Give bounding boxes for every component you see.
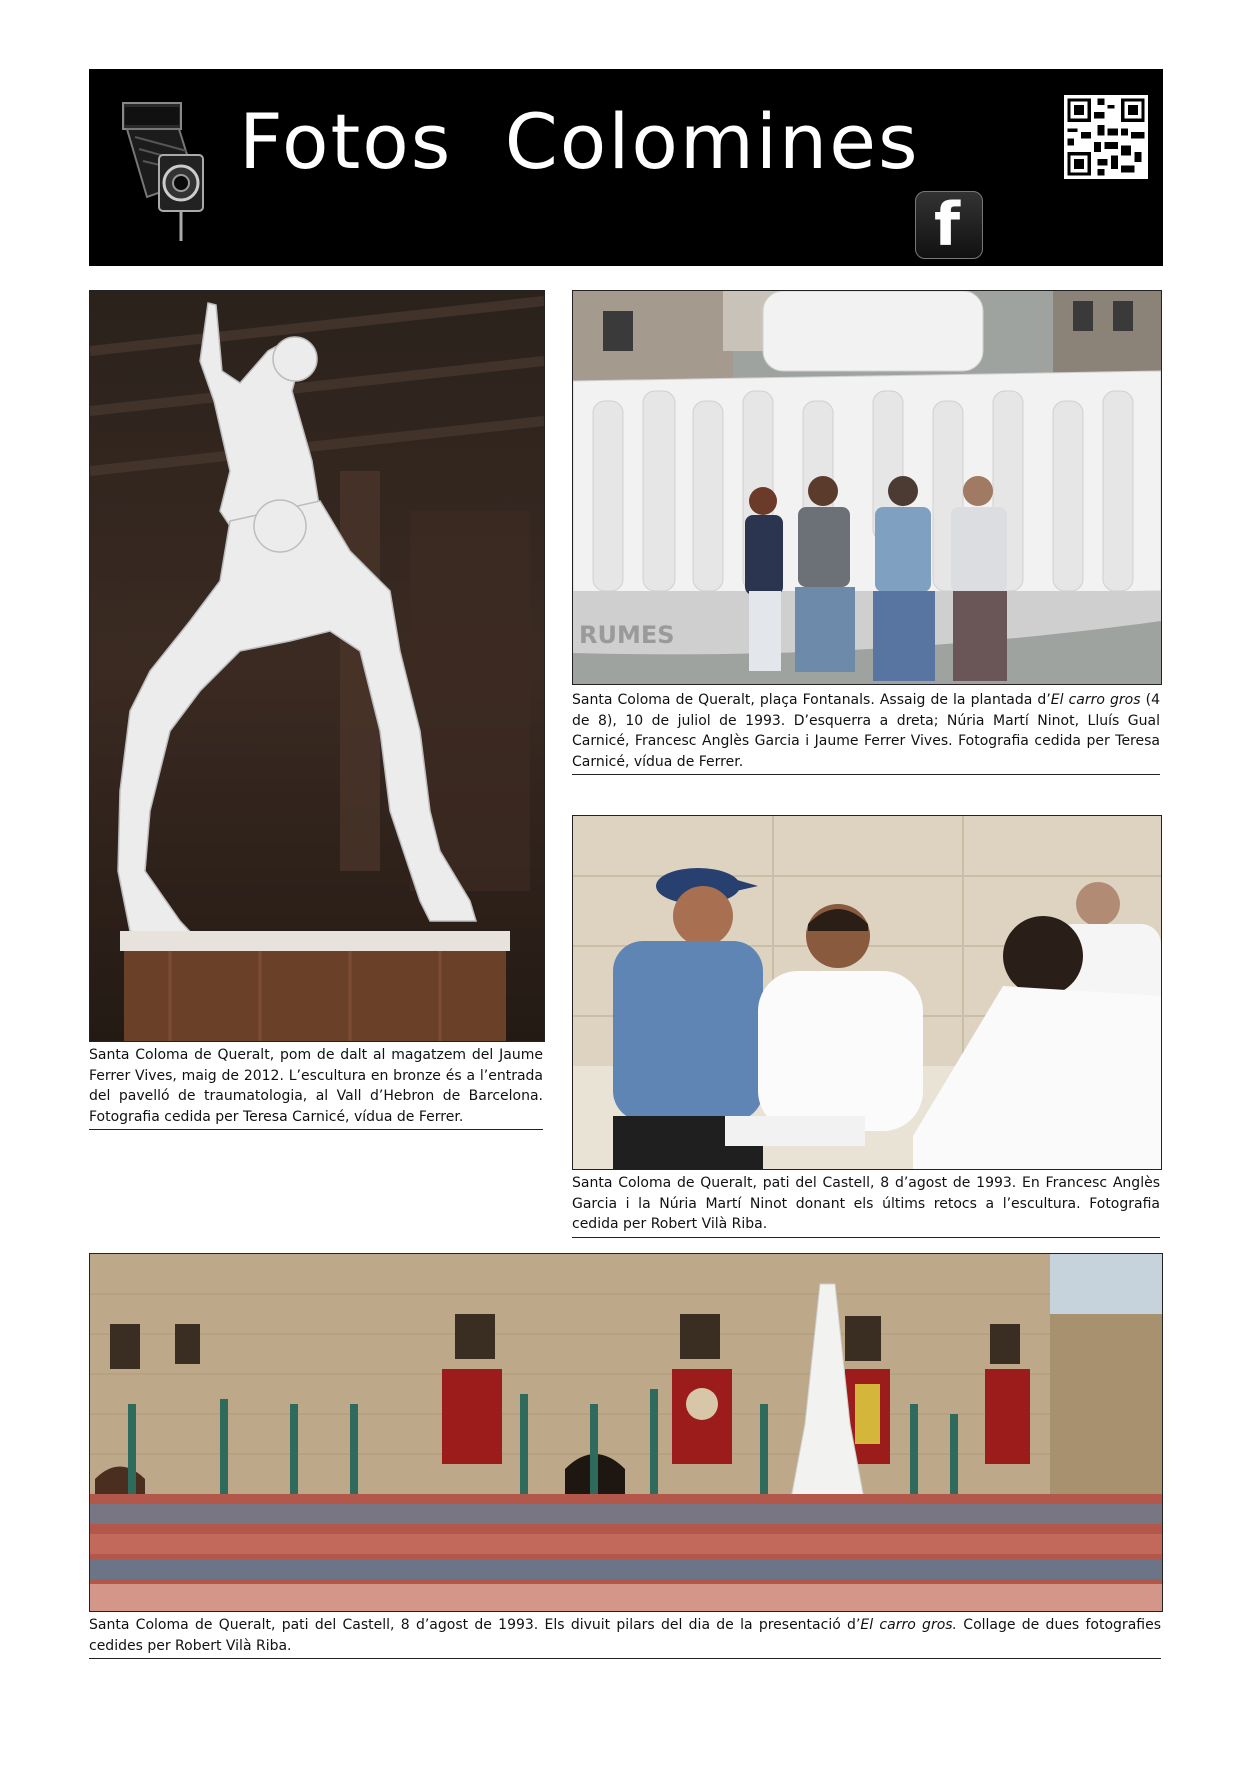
caption-photo-4-italic: El carro gros. — [860, 1617, 958, 1633]
caption-photo-4-text-after: Collage de dues fotografies cedides per Robert Vilà Riba. — [89, 1617, 1161, 1654]
facebook-icon[interactable] — [915, 191, 983, 259]
caption-photo-3-text: Santa Coloma de Queralt, pati del Castell, 8 d’agost de 1993. En Francesc Anglès Garcia i la Núria Martí Ninot donant els últims retocs a l’escultura. Fotografia cedida per Robert Vilà Riba. — [572, 1175, 1160, 1232]
photo-castle-courtyard — [89, 1253, 1163, 1612]
plinth-text: RUMES — [579, 621, 675, 649]
header-banner — [89, 69, 1163, 266]
caption-photo-4 — [89, 1615, 1161, 1659]
rehearsal-fontanals-image — [573, 291, 1161, 684]
caption-photo-2 — [572, 690, 1160, 775]
page-title: Fotos Colomines — [239, 97, 920, 186]
facebook-glyph: f — [934, 190, 961, 260]
photo-sculpture-warehouse — [89, 290, 545, 1042]
photo-rehearsal-fontanals — [572, 290, 1162, 685]
photo-final-touches — [572, 815, 1162, 1170]
qr-code-icon[interactable] — [1064, 95, 1148, 179]
caption-photo-1-text: Santa Coloma de Queralt, pom de dalt al magatzem del Jaume Ferrer Vives, maig de 2012. L’escultura en bronze és a l’entrada del pavelló de traumatologia, al Vall d’Hebron de Barcelona. Fotografia cedida per Teresa Carnicé, vídua de Ferrer. — [89, 1047, 543, 1125]
caption-photo-3 — [572, 1173, 1160, 1238]
caption-photo-4-text-before: Santa Coloma de Queralt, pati del Castell, 8 d’agost de 1993. Els divuit pilars del dia de la presentació d’ — [89, 1617, 861, 1633]
caption-photo-2-text-after: (4 de 8), 10 de juliol de 1993. D’esquerra a dreta; Núria Martí Ninot, Lluís Gual Carnicé, Francesc Anglès Garcia i Jaume Ferrer Vives. Fotografia cedida per Teresa Carnicé, vídua de Ferrer. — [572, 692, 1160, 770]
camera-icon — [117, 85, 217, 245]
sculpture-warehouse-image — [90, 291, 544, 1041]
final-touches-image — [573, 816, 1161, 1169]
caption-photo-2-text-before: Santa Coloma de Queralt, plaça Fontanals. Assaig de la plantada d’ — [572, 692, 1051, 708]
castle-courtyard-image — [90, 1254, 1162, 1611]
caption-photo-1 — [89, 1045, 543, 1130]
caption-photo-2-italic: El carro gros — [1050, 692, 1141, 708]
